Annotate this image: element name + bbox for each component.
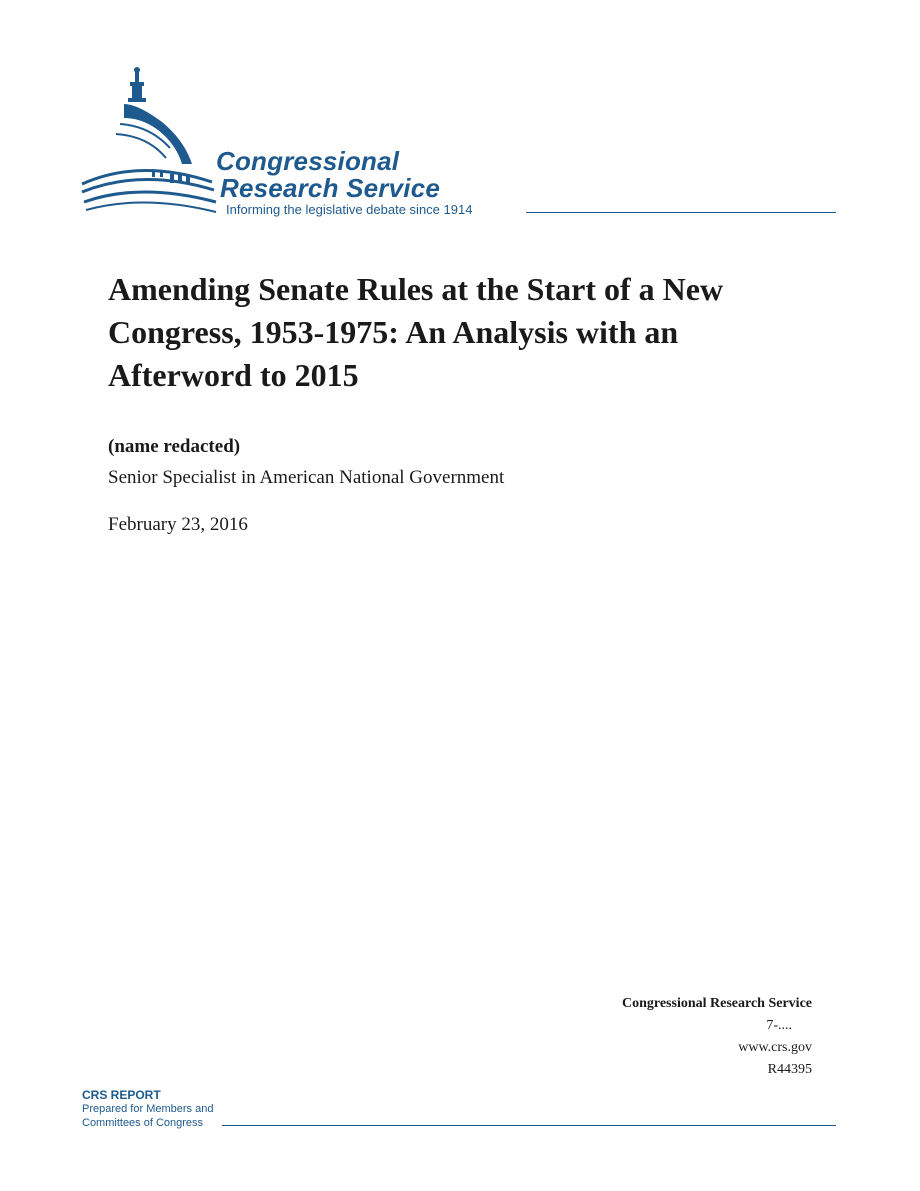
footer-label: CRS REPORT: [82, 1088, 161, 1102]
brand-name-line2: Research Service: [220, 173, 441, 203]
publisher-website[interactable]: www.crs.gov: [738, 1040, 812, 1055]
footer-line2: Committees of Congress: [82, 1117, 204, 1129]
footer-line1: Prepared for Members and: [82, 1103, 214, 1115]
publisher-phone: 7-....: [766, 1018, 792, 1033]
crs-header-logo: [80, 64, 840, 224]
capitol-dome-icon: [80, 64, 230, 219]
publisher-block: [622, 993, 812, 1081]
author-role: Senior Specialist in American National Government: [108, 467, 505, 488]
header-divider: [526, 212, 836, 213]
report-id: R44395: [767, 1062, 812, 1077]
report-title: Amending Senate Rules at the Start of a New Congress, 1953-1975: An Analysis with an Afterword to 2015: [108, 271, 724, 393]
publisher-name: Congressional Research Service: [621, 996, 812, 1011]
report-date: February 23, 2016: [108, 514, 248, 535]
brand-name-line1: Congressional: [216, 146, 400, 176]
author-name: (name redacted): [108, 436, 241, 457]
crs-report-footer: [82, 1088, 842, 1138]
brand-tagline: Informing the legislative debate since 1914: [226, 202, 473, 217]
footer-divider: [222, 1125, 836, 1126]
